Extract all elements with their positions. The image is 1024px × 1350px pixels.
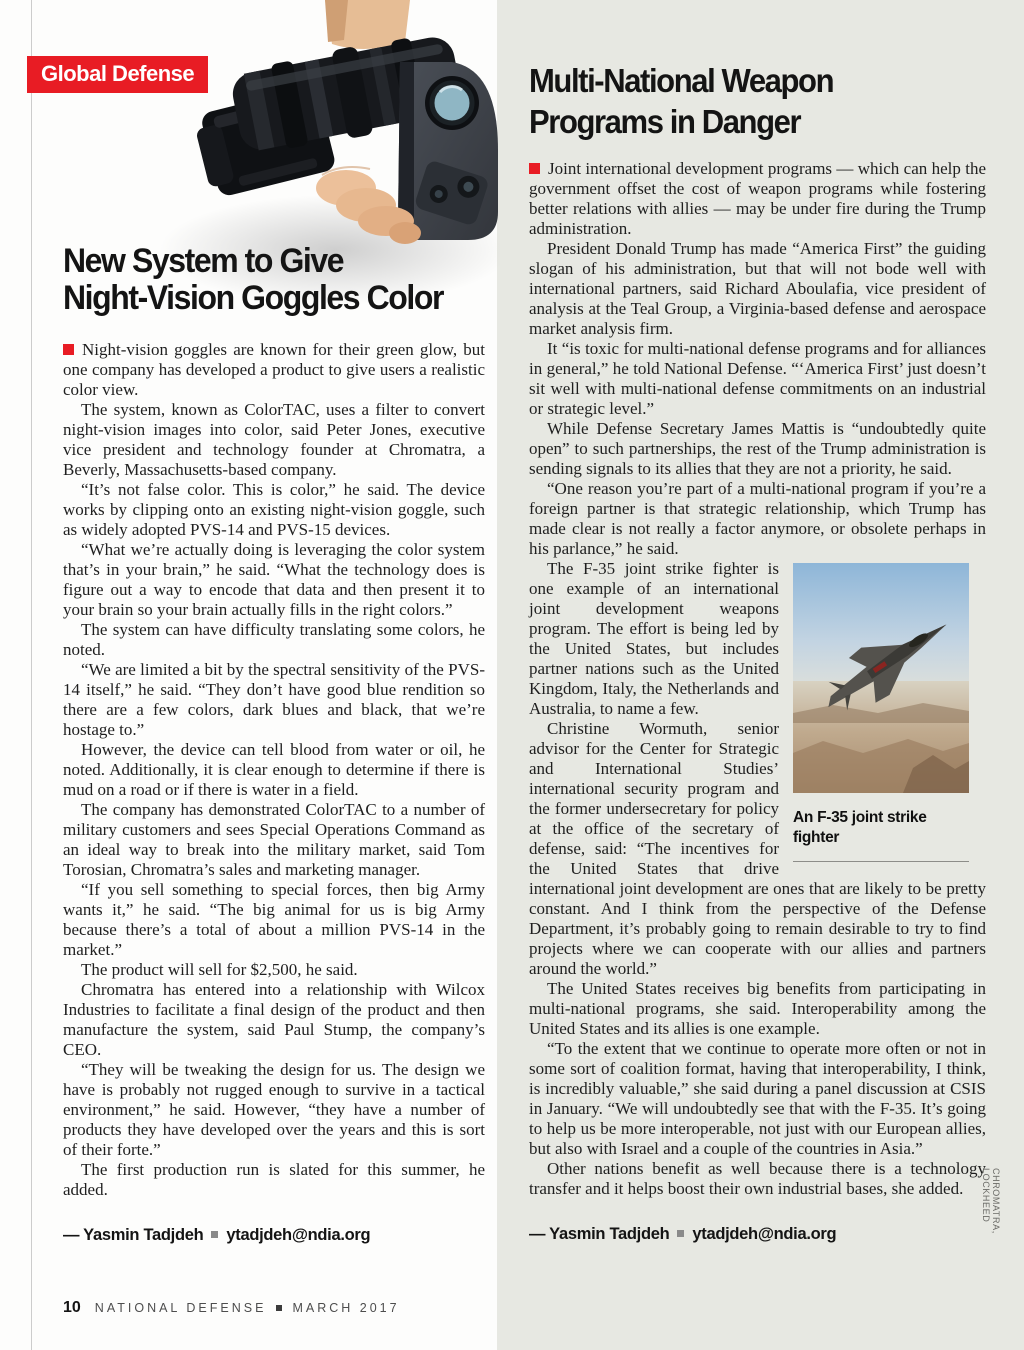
issue-date: MARCH 2017 [292, 1301, 400, 1315]
paragraph: The first production run is slated for this summer, he added. [63, 1160, 485, 1199]
paragraph: However, the device can tell blood from water or oil, he noted. Additionally, it is clear enough to determine if there is mud on a road or if there is water in a field. [63, 740, 485, 799]
byline-separator-icon [677, 1230, 684, 1237]
paragraph: “To the extent that we continue to operate more often or not in some sort of coalition format, having that interoperability, I think, is incredibly valuable,” she said during a panel discussion at CSIS in January. “We will undoubtedly see that with the F-35. It’s going to help us be more interoperable, not just with our European allies, but also with Israel and a couple of the countries in Asia.” [529, 1039, 986, 1158]
f35-figure [793, 563, 969, 862]
byline-email: ytadjdeh@ndia.org [692, 1225, 837, 1243]
red-square-bullet-icon [529, 163, 540, 174]
paragraph: Christine Wormuth, senior advisor for the Center for Strategic and International Studies’ international security program and the former undersecretary for policy at the office of the secretary of defense, said: “The incentives for the United States that drive international joint development are ones that are likely to be pretty constant. And I think from the perspective of the Defense Department, it’s probably going to remain desirable to try to find projects where we can cooperate with our allies and partners around the world.” [529, 719, 986, 978]
photo-credit: CHROMATRA, LOCKHEED [981, 1168, 1001, 1234]
byline-separator-icon [211, 1231, 218, 1238]
page-footer [63, 1299, 400, 1317]
paragraph: The system, known as ColorTAC, uses a filter to convert night-vision images into color, said Peter Jones, executive vice president and technology founder at Chromatra, a Beverly, Massachusetts-based company. [63, 400, 485, 479]
byline-email: ytadjdeh@ndia.org [226, 1226, 371, 1244]
red-square-bullet-icon [63, 344, 74, 355]
left-article-body [63, 340, 485, 1200]
paragraph: The product will sell for $2,500, he said. [81, 960, 358, 979]
page-number: 10 [63, 1299, 81, 1316]
paragraph: The system can have difficulty translating some colors, he noted. [63, 620, 485, 659]
left-article-title: New System to Give Night-Vision Goggles Color [63, 242, 444, 317]
caption-rule [793, 861, 969, 862]
footer-separator-icon [276, 1305, 282, 1311]
right-article-title: Multi-National Weapon Programs in Danger [529, 62, 834, 140]
paragraph: “One reason you’re part of a multi-national program if you’re a foreign partner is that strategic relationship, which Trump has made clear is not really a factor anymore, or obsolete perhaps in his parlance,” he said. [529, 479, 986, 558]
left-article-byline [63, 1226, 485, 1245]
paragraph: Night-vision goggles are known for their green glow, but one company has developed a product to give users a realistic color view. [63, 340, 485, 399]
paragraph: While Defense Secretary James Mattis is “undoubtedly quite open” to such partnerships, the rest of the Trump administration is sending signals to its allies that they are not a priority, he said. [529, 419, 986, 478]
paragraph: “If you sell something to special forces, then big Army wants it,” he said. “The big animal for us is big Army because there’s a total of about a million PVS-14 in the market.” [63, 880, 485, 959]
paragraph: Chromatra has entered into a relationship with Wilcox Industries to facilitate a final design of the product and then manufacture the system, said Paul Stump, the company’s CEO. [63, 980, 485, 1059]
right-article [529, 60, 986, 1244]
f35-photo [793, 563, 969, 793]
paragraph: “They will be tweaking the design for us. The design we have is probably not rugged enough to survive in a tactical environment,” he said. However, “they have a number of products they have developed over the years and this is sort of their forte.” [63, 1060, 485, 1159]
paragraph: President Donald Trump has made “America First” the guiding slogan of his administration, but that will not bode well with international partners, said Richard Aboulafia, vice president of analysis at the Teal Group, a Virginia-based defense and aerospace market analysis firm. [529, 239, 986, 338]
paragraph: The United States receives big benefits from participating in multi-national programs, she said. Interoperability among the United States and its allies is one example. [529, 979, 986, 1038]
byline-author: — Yasmin Tadjdeh [63, 1226, 204, 1244]
paragraph: The company has demonstrated ColorTAC to a number of military customers and sees Special Operations Command as an ideal way to break into the military market, said Tom Torosian, Chromatra’s sales and marketing manager. [63, 800, 485, 879]
left-margin-rule [31, 0, 32, 1350]
section-badge-label: Global Defense [41, 61, 195, 86]
paragraph: Other nations benefit as well because there is a technology transfer and it helps boost their own industrial bases, she added. [529, 1159, 986, 1198]
paragraph: “What we’re actually doing is leveraging the color system that’s in your brain,” he said. “What the technology does is figure out a way to encode that data and then present it to your brain so your brain actually fills in the right colors.” [63, 540, 485, 619]
byline-author: — Yasmin Tadjdeh [529, 1225, 670, 1243]
paragraph: Joint international development programs — which can help the government offset the cost of weapon programs while fostering better relations with allies — may be under fire during the Trump administration. [529, 159, 986, 238]
right-article-byline [529, 1225, 986, 1244]
left-article [63, 243, 485, 1245]
f35-caption: An F-35 joint strike fighter [793, 809, 927, 846]
magazine-name: NATIONAL DEFENSE [94, 1301, 267, 1315]
paragraph: “We are limited a bit by the spectral sensitivity of the PVS-14 itself,” he said. “They don’t have good blue rendition so there are a few colors, dark blues and black, that we’re hostage to.” [63, 660, 485, 739]
paragraph: It “is toxic for multi-national defense programs and for alliances in general,” he told National Defense. “‘America First’ just doesn’t sit well with multi-national defense commitments on an industrial or strategic level.” [529, 339, 986, 418]
section-badge [27, 56, 208, 93]
paragraph: The F-35 joint strike fighter is one example of an international joint development weapons program. The effort is being led by the United States, but includes partner nations such as the United Kingdom, Italy, the Netherlands and Australia, to name a few. [529, 559, 779, 718]
paragraph: “It’s not false color. This is color,” he said. The device works by clipping onto an existing night-vision goggle, such as widely adopted PVS-14 and PVS-15 devices. [63, 480, 485, 539]
right-article-body [529, 159, 986, 1199]
